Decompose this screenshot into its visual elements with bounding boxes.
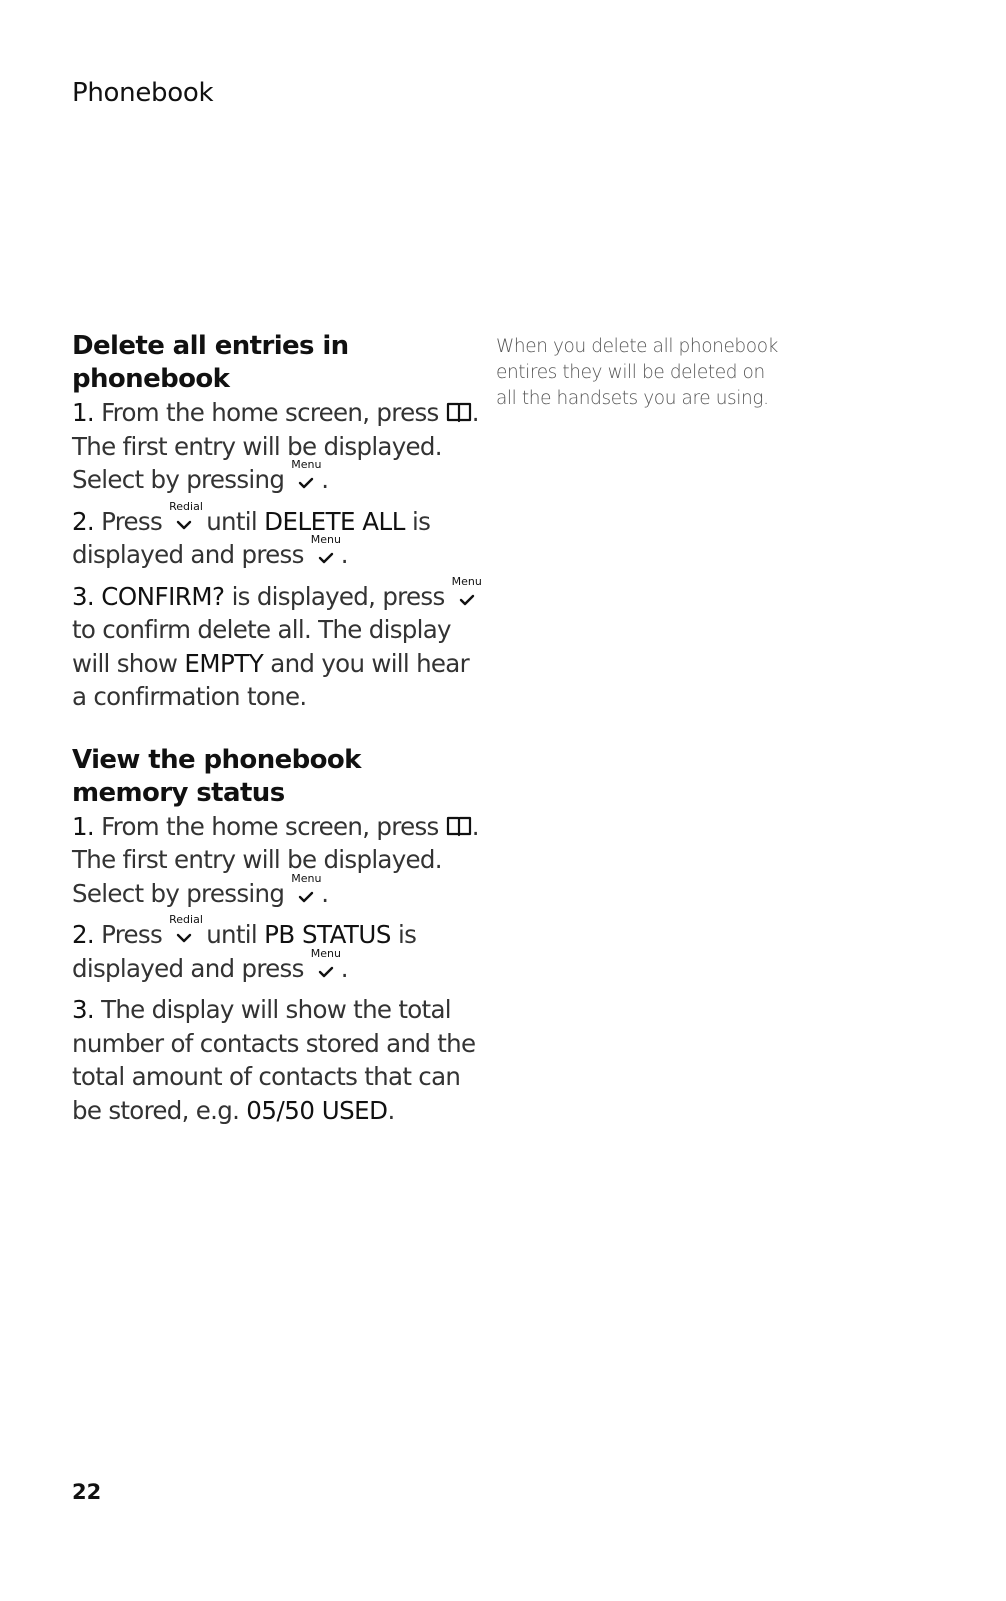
menu-key-label: Menu (291, 871, 322, 885)
page-number: 22 (72, 1480, 102, 1504)
step-number: 2. (72, 920, 94, 949)
step-text: until (199, 506, 265, 536)
step-text: From the home screen, press (93, 811, 446, 841)
menu-key-icon (451, 574, 482, 608)
step-text: until (199, 920, 265, 949)
menu-key-icon (310, 946, 341, 980)
status-step-3 (72, 993, 482, 1127)
check-icon (298, 891, 314, 903)
delete-all-section (72, 330, 482, 714)
step-text: . (340, 953, 348, 983)
step-number: 1. (72, 811, 94, 841)
step-number: 3. (72, 995, 94, 1024)
status-step-1 (72, 810, 482, 911)
step-text: . The first entry will be displayed. Select by pressing (72, 398, 479, 494)
page-header: Phonebook (72, 78, 214, 108)
redial-key-label: Redial (169, 499, 203, 513)
section-title-delete-all: Delete all entries in phonebook (72, 331, 349, 394)
step-text: Press (93, 920, 170, 949)
menu-key-label: Menu (310, 946, 341, 960)
step-text: . (321, 465, 329, 494)
check-icon (298, 477, 314, 489)
memory-status-section (72, 744, 482, 1128)
section-title-line: View the phonebook (72, 744, 361, 775)
chevron-down-icon (176, 519, 192, 531)
step-number: 3. (72, 581, 94, 611)
step-text: From the home screen, press (93, 398, 446, 427)
step-text: is displayed and press (72, 506, 431, 569)
step-text: . (387, 1095, 395, 1125)
section-title-memory-status (72, 744, 482, 810)
step-text: is displayed, press (224, 581, 452, 611)
redial-key-label: Redial (169, 913, 203, 926)
menu-key-label: Menu (291, 458, 322, 471)
check-icon (459, 594, 475, 606)
delete-step-2 (72, 499, 482, 572)
display-text: 05/50 USED (246, 1095, 388, 1125)
step-text: to confirm delete all. The display will show (72, 615, 451, 678)
menu-key-icon (291, 871, 322, 905)
check-icon (318, 966, 334, 978)
status-step-2 (72, 913, 482, 985)
step-number: 2. (72, 506, 94, 536)
display-text: EMPTY (184, 648, 264, 678)
step-number: 1. (72, 398, 94, 427)
menu-key-icon (310, 533, 341, 566)
main-column (72, 330, 482, 1157)
redial-key-icon (169, 913, 203, 946)
menu-key-label: Menu (451, 574, 482, 588)
menu-key-icon (291, 458, 322, 491)
book-icon (446, 398, 472, 420)
side-note: When you delete all phonebook entires they will be deleted on all the handsets you are using. (496, 336, 778, 409)
display-text: DELETE ALL (264, 506, 405, 536)
step-text: is displayed and press (72, 920, 417, 983)
delete-step-1 (72, 396, 482, 497)
display-text: CONFIRM? (93, 581, 225, 611)
step-text: . (321, 878, 329, 908)
book-icon (446, 812, 472, 834)
redial-key-icon (169, 499, 203, 533)
delete-step-3 (72, 574, 482, 714)
chevron-down-icon (176, 932, 192, 944)
step-text: and you will hear a confirmation tone. (72, 648, 469, 711)
check-icon (318, 552, 334, 564)
step-text: The display will show the total number of contacts stored and the total amount of contacts that can be stored, e.g. (72, 995, 476, 1125)
step-text: Press (93, 506, 170, 536)
section-title-line: memory status (72, 777, 285, 808)
step-text: . The first entry will be displayed. Select by pressing (72, 811, 479, 908)
menu-key-label: Menu (310, 533, 341, 546)
display-text: PB STATUS (264, 920, 391, 949)
step-text: . (340, 540, 348, 569)
